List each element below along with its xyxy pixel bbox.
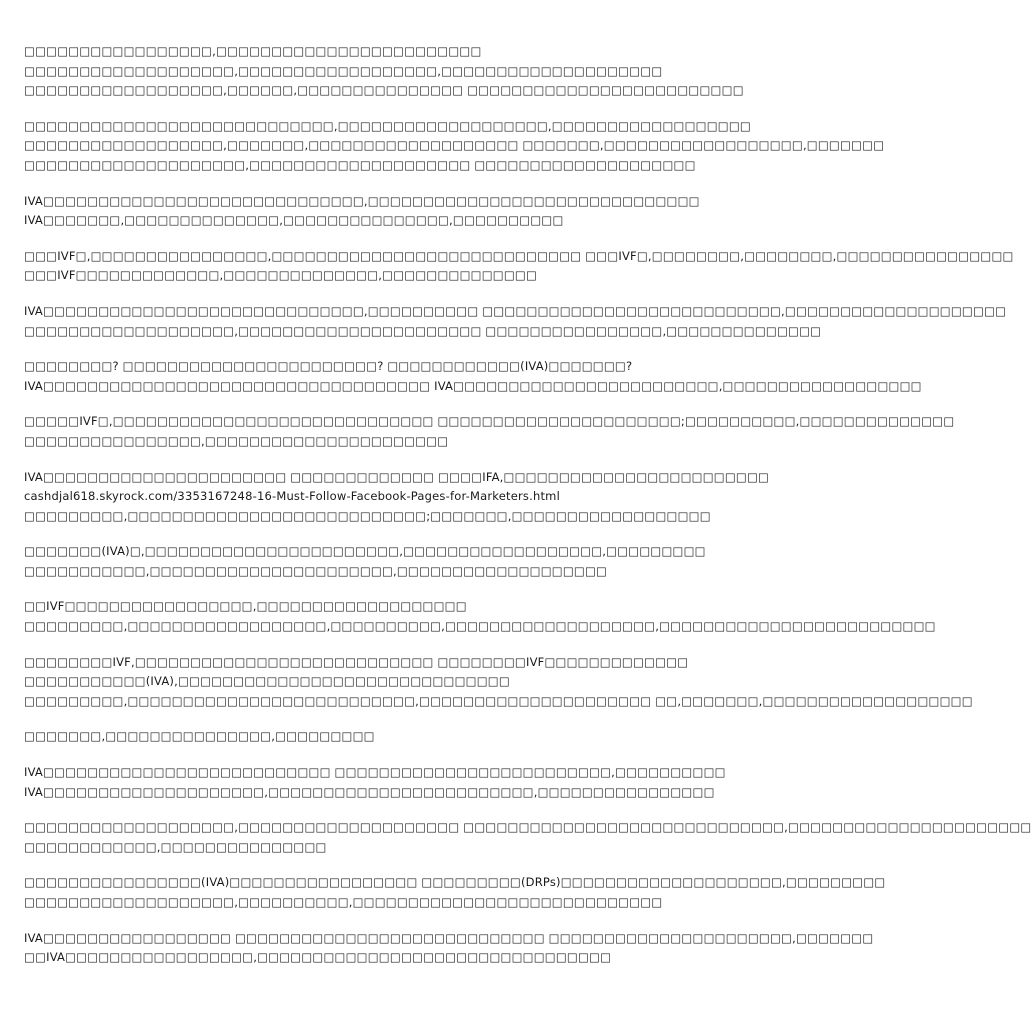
text-line: □□□□□□□□□□□(IVA),□□□□□□□□□□□□□□□□□□□□□□□□□□□□□□ [24,674,510,689]
text-line: □□□□□□□□□□□□□□□□,□□□□□□□□□□□□□□□□□□□□□□ [24,433,449,448]
text-line: □□□□□□□□? □□□□□□□□□□□□□□□□□□□□□□□? □□□□□□□□□□□□(IVA)□□□□□□□? [24,359,633,374]
text-line: □□□□□□□□□,□□□□□□□□□□□□□□□□□□,□□□□□□□□□□,□□□□□□□□□□□□□□□□□□□,□□□□□□□□□□□□□□□□□□□□□□□□□ [24,619,936,634]
text-line: □□□□□□□,□□□□□□□□□□□□□□□,□□□□□□□□□ [24,729,375,744]
paragraph [24,302,1007,341]
text-line: IVA□□□□□□□□□□□□□□□□□ □□□□□□□□□□□□□□□□□□□□□□□□□□□□ □□□□□□□□□□□□□□□□□□□□□□,□□□□□□□ [24,930,874,945]
text-line: IVA□□□□□□□□□□□□□□□□□□□□□□□□□□□□□,□□□□□□□□□□□□□□□□□□□□□□□□□□□□□□ [24,193,700,208]
paragraph [24,357,922,396]
paragraph [24,117,885,176]
text-line: □□□□□□□□□□□□□□□□□□□,□□□□□□□□□□□□□□□□□□□□ □□□□□□□□□□□□□□□□□□□□□□□□□□□□□,□□□□□□□□□□□□□□□□□□□□□□ [24,820,1031,835]
text-line: □□□□□□□□□□□□,□□□□□□□□□□□□□□□ [24,839,327,854]
text-line: □□□□□□□□□□□□□□□□□□□,□□□□□□□□□□,□□□□□□□□□□□□□□□□□□□□□□□□□□□□ [24,895,663,909]
paragraph [24,818,1031,857]
text-line: □□□□□□□□□□□□□□□□□□□□□□□□□□□□,□□□□□□□□□□□□□□□□□□□,□□□□□□□□□□□□□□□□□□ [24,118,751,133]
text-line: IVA□□□□□□□,□□□□□□□□□□□□□□,□□□□□□□□□□□□□□□,□□□□□□□□□□ [24,213,564,228]
text-line: □□□□□□□□IVF,□□□□□□□□□□□□□□□□□□□□□□□□□□□ □□□□□□□□IVF□□□□□□□□□□□□□ [24,654,689,669]
paragraph [24,653,973,712]
paragraph [24,412,955,451]
text-line: □□□□□□□□□,□□□□□□□□□□□□□□□□□□□□□□□□□□□;□□□□□□□,□□□□□□□□□□□□□□□□□□ [24,508,711,523]
paragraph [24,763,726,802]
text-line: □□□□□□□□□□□,□□□□□□□□□□□□□□□□□□□□□□,□□□□□□□□□□□□□□□□□□□ [24,563,608,578]
text-line: IVA□□□□□□□□□□□□□□□□□□□□□□□□□□□□□□□□□□□ IVA□□□□□□□□□□□□□□□□□□□□□□□□,□□□□□□□□□□□□□□□□□□ [24,378,922,393]
text-line: □□□□□□□□□□□□□□□□□□,□□□□□□,□□□□□□□□□□□□□□□ □□□□□□□□□□□□□□□□□□□□□□□□□ [24,83,744,98]
text-line: □□□□□□□□□□□□□□□□□□□,□□□□□□□□□□□□□□□□□□□□□□ □□□□□□□□□□□□□□□□,□□□□□□□□□□□□□□ [24,323,822,338]
paragraph [24,42,744,101]
text-line: □□□□□□□(IVA)□,□□□□□□□□□□□□□□□□□□□□□□□,□□□□□□□□□□□□□□□□□□,□□□□□□□□□ [24,544,706,559]
paragraph [24,542,706,581]
text-line: IVA□□□□□□□□□□□□□□□□□□□□□□ □□□□□□□□□□□□□ □□□□IFA,□□□□□□□□□□□□□□□□□□□□□□□□ [24,469,770,484]
text-line: IVA□□□□□□□□□□□□□□□□□□□□□□□□□□ □□□□□□□□□□□□□□□□□□□□□□□□□,□□□□□□□□□□ [24,765,726,780]
text-line: □□□□□□□□□□□□□□□□□□□,□□□□□□□□□□□□□□□□□□,□□□□□□□□□□□□□□□□□□□□ [24,63,663,78]
paragraph [24,192,700,231]
document-body [24,42,1031,984]
text-line: □□IVF□□□□□□□□□□□□□□□□□,□□□□□□□□□□□□□□□□□□□ [24,599,467,614]
paragraph [24,873,886,912]
paragraph [24,468,770,527]
paragraph [24,247,1014,286]
text-line: □□□IVF□,□□□□□□□□□□□□□□□□,□□□□□□□□□□□□□□□□□□□□□□□□□□□□ □□□IVF□,□□□□□□□□,□□□□□□□□,□□□□□□□□□□□□□□□□ [24,248,1014,263]
text-line: □□□IVF□□□□□□□□□□□□□,□□□□□□□□□□□□□□,□□□□□□□□□□□□□□ [24,268,538,283]
text-line: IVA□□□□□□□□□□□□□□□□□□□□□□□□□□□□□,□□□□□□□□□□ □□□□□□□□□□□□□□□□□□□□□□□□□□□,□□□□□□□□□□□□□□□□□□□□ [24,303,1007,318]
paragraph [24,929,874,968]
text-line: □□□□□□□□□,□□□□□□□□□□□□□□□□□□□□□□□□□□,□□□□□□□□□□□□□□□□□□□□□ □□,□□□□□□□,□□□□□□□□□□□□□□□□□□□ [24,693,973,708]
paragraph [24,727,700,747]
paragraph [24,597,936,636]
text-line: □□IVA□□□□□□□□□□□□□□□□□,□□□□□□□□□□□□□□□□□□□□□□□□□□□□□□□□ [24,950,612,965]
text-line: □□□□□□□□□□□□□□□□(IVA)□□□□□□□□□□□□□□□□□ □□□□□□□□□(DRPs)□□□□□□□□□□□□□□□□□□□□,□□□□□□□□□ [24,875,886,890]
text-line: □□□□□□□□□□□□□□□□□,□□□□□□□□□□□□□□□□□□□□□□□□ [24,44,482,58]
text-line: □□□□□□□□□□□□□□□□□□,□□□□□□□,□□□□□□□□□□□□□□□□□□□ □□□□□□□,□□□□□□□□□□□□□□□□□□,□□□□□□□ [24,138,885,153]
text-line: cashdjal618.skyrock.com/3353167248-16-Must-Follow-Facebook-Pages-for-Marketers.html [24,489,560,504]
text-line: IVA□□□□□□□□□□□□□□□□□□□□,□□□□□□□□□□□□□□□□□□□□□□□□,□□□□□□□□□□□□□□□□ [24,784,715,799]
text-line: □□□□□IVF□,□□□□□□□□□□□□□□□□□□□□□□□□□□□□□ □□□□□□□□□□□□□□□□□□□□□□;□□□□□□□□□□,□□□□□□□□□□□□□□ [24,414,955,429]
text-line: □□□□□□□□□□□□□□□□□□□□,□□□□□□□□□□□□□□□□□□□□ □□□□□□□□□□□□□□□□□□□□ [24,157,696,172]
